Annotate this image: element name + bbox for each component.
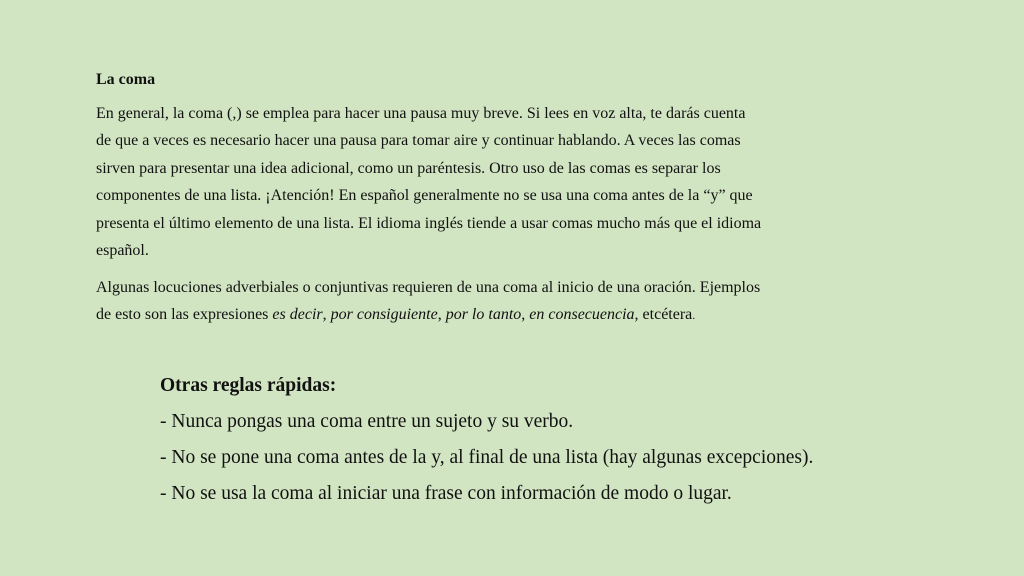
rules-title: Otras reglas rápidas: — [160, 375, 337, 396]
quick-rules — [160, 370, 980, 512]
separator: , — [521, 306, 530, 323]
comma-section — [96, 66, 908, 339]
paragraph-text: de esto son las expresiones — [96, 306, 273, 323]
paragraph-line: Algunas locuciones adverbiales o conjuntivas requieren de una coma al inicio de una oración. Ejemplos — [96, 278, 761, 296]
example-expression: es decir — [272, 306, 323, 323]
separator: , — [322, 306, 331, 323]
paragraph-general — [96, 100, 908, 265]
section-heading: La coma — [96, 71, 156, 88]
example-expression: por consiguiente — [330, 306, 438, 323]
separator: , — [437, 306, 446, 323]
rule-item: - Nunca pongas una coma entre un sujeto y su verbo. — [160, 411, 574, 432]
period: . — [692, 308, 696, 322]
paragraph-line: español. — [96, 242, 149, 259]
paragraph-locutions — [96, 274, 908, 330]
example-expression: por lo tanto — [445, 306, 522, 323]
example-expression: en consecuencia — [529, 306, 635, 323]
rule-item: - No se pone una coma antes de la y, al final de una lista (hay algunas excepciones). — [160, 447, 814, 468]
paragraph-line: En general, la coma (,) se emplea para hacer una pausa muy breve. Si lees en voz alta, te darás cuenta — [96, 104, 746, 122]
paragraph-line: componentes de una lista. ¡Atención! En español generalmente no se usa una coma antes de la “y” que — [96, 187, 753, 204]
rule-item: - No se usa la coma al iniciar una frase con información de modo o lugar. — [160, 483, 732, 504]
paragraph-text: , etcétera — [634, 306, 693, 323]
paragraph-line: presenta el último elemento de una lista. El idioma inglés tiende a usar comas mucho más que el idioma — [96, 214, 762, 232]
paragraph-line: de que a veces es necesario hacer una pausa para tomar aire y continuar hablando. A veces las comas — [96, 132, 741, 149]
paragraph-line: sirven para presentar una idea adicional, como un paréntesis. Otro uso de las comas es separar los — [96, 159, 721, 177]
